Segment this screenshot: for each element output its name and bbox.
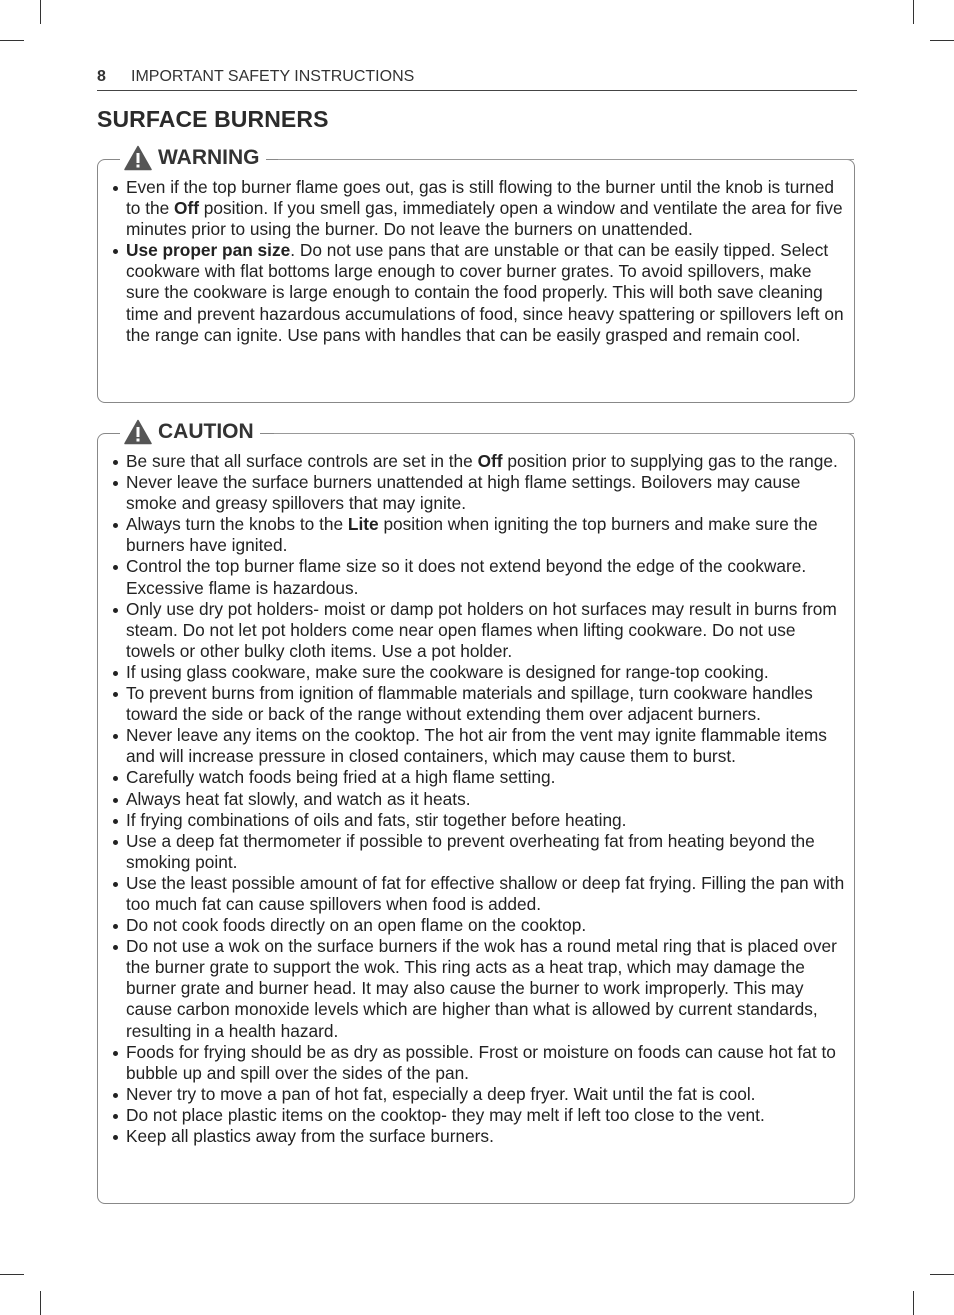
list-item <box>112 556 846 598</box>
bold-term: Off <box>174 198 199 219</box>
caution-list <box>112 451 846 1147</box>
item-text: Do not place plastic items on the cooktop- they may melt if left too close to the vent. <box>126 1104 765 1125</box>
section-title: IMPORTANT SAFETY INSTRUCTIONS <box>131 68 415 85</box>
list-item <box>112 240 846 345</box>
item-text: Foods for frying should be as dry as possible. Frost or moisture on foods can cause hot fat to bubble up and spill over the sides of the pan. <box>126 1041 836 1083</box>
bold-term: Off <box>477 451 503 471</box>
list-item <box>112 177 846 240</box>
list-item <box>112 451 846 472</box>
bold-term: Lite <box>347 514 379 535</box>
list-item <box>112 662 846 683</box>
item-text: Carefully watch foods being fried at a high flame setting. <box>126 767 556 788</box>
item-text: . Do not use pans that are unstable or that can be easily tipped. Select cookware with flat bottoms large enough to cover burner grates. To avoid spillovers, make sure the cookware is large enough to contain the food properly. This will both save cleaning time and prevent hazardous accumulations of food, since heavy spattering or spillovers left on the range can ignite. Use pans with handles that can be easily grasped and remain cool. <box>126 240 844 345</box>
list-item <box>112 789 846 810</box>
list-item <box>112 1042 846 1084</box>
item-text: Always heat fat slowly, and watch as it heats. <box>126 788 471 809</box>
list-item <box>112 599 846 662</box>
item-text: Use the least possible amount of fat for effective shallow or deep fat frying. Filling the pan with too much fat can cause spillovers when food is added. <box>126 872 845 914</box>
list-item <box>112 1105 846 1126</box>
crop-mark <box>40 0 41 24</box>
bold-term: Use proper pan size <box>126 240 291 261</box>
item-text: Keep all plastics away from the surface burners. <box>126 1126 494 1146</box>
warning-triangle-icon <box>124 145 152 171</box>
item-text: Be sure that all surface controls are set in the <box>126 451 478 471</box>
list-item <box>112 514 846 556</box>
item-text: If using glass cookware, make sure the cookware is designed for range-top cooking. <box>126 661 769 682</box>
page-header <box>97 66 857 91</box>
item-text: Always turn the knobs to the <box>126 514 348 535</box>
list-item <box>112 1084 846 1105</box>
item-text: Do not use a wok on the surface burners if the wok has a round metal ring that is placed over the burner grate to support the wok. This ring acts as a heat trap, which may damage the burner grate and burner head. It may also cause the burner to work improperly. This may cause carbon monoxide levels which are higher than what is allowed by current standards, resulting in a health hazard. <box>126 936 837 1041</box>
crop-mark <box>930 1274 954 1275</box>
warning-heading <box>120 143 266 173</box>
item-text: Never leave any items on the cooktop. The hot air from the vent may ignite flammable items and will increase pressure in closed containers, which may cause them to burst. <box>126 725 827 767</box>
list-item <box>112 1126 846 1147</box>
item-text: Even if the top burner flame goes out, gas is still flowing to the burner until the knob is turned to the <box>126 177 834 219</box>
item-text: Do not cook foods directly on an open flame on the cooktop. <box>126 915 587 936</box>
list-item <box>112 767 846 788</box>
list-item <box>112 936 846 1041</box>
item-text: If frying combinations of oils and fats, stir together before heating. <box>126 809 627 830</box>
item-text: position when igniting the top burners and make sure the burners have ignited. <box>126 514 818 556</box>
warning-box <box>97 146 855 403</box>
caution-triangle-icon <box>124 419 152 445</box>
box-rule <box>274 433 854 434</box>
crop-mark <box>913 0 914 24</box>
page-number: 8 <box>97 68 106 85</box>
caution-heading <box>120 417 260 447</box>
crop-mark <box>0 1274 24 1275</box>
list-item <box>112 683 846 725</box>
list-item <box>112 810 846 831</box>
crop-mark <box>930 40 954 41</box>
caution-label: CAUTION <box>158 420 254 443</box>
list-item <box>112 472 846 514</box>
item-text: position prior to supplying gas to the range. <box>502 451 838 471</box>
item-text: To prevent burns from ignition of flammable materials and spillage, turn cookware handles toward the side or back of the range without extending them over adjacent burners. <box>126 683 813 725</box>
item-text: Control the top burner flame size so it does not extend beyond the edge of the cookware. Excessive flame is hazardous. <box>126 556 807 598</box>
item-text: Never leave the surface burners unattended at high flame settings. Boilovers may cause smoke and greasy spillovers that may ignite. <box>126 472 801 514</box>
crop-mark <box>40 1291 41 1315</box>
list-item <box>112 831 846 873</box>
item-text: position. If you smell gas, immediately open a window and ventilate the area for five minutes prior to using the burner. Do not leave the burners on unattended. <box>126 198 843 240</box>
caution-box <box>97 420 855 1204</box>
warning-label: WARNING <box>158 146 260 169</box>
item-text: Use a deep fat thermometer if possible to prevent overheating fat from heating beyond the smoking point. <box>126 830 815 872</box>
crop-mark <box>913 1291 914 1315</box>
page-title: SURFACE BURNERS <box>97 106 329 132</box>
list-item <box>112 725 846 767</box>
list-item <box>112 873 846 915</box>
warning-list <box>112 177 846 346</box>
box-rule <box>278 159 854 160</box>
crop-mark <box>0 40 24 41</box>
item-text: Never try to move a pan of hot fat, especially a deep fryer. Wait until the fat is cool. <box>126 1083 756 1104</box>
list-item <box>112 915 846 936</box>
item-text: Only use dry pot holders- moist or damp pot holders on hot surfaces may result in burns from steam. Do not let pot holders come near open flames when lifting cookware. Do not use towels or other bulky cloth items. Use a pot holder. <box>126 598 837 661</box>
